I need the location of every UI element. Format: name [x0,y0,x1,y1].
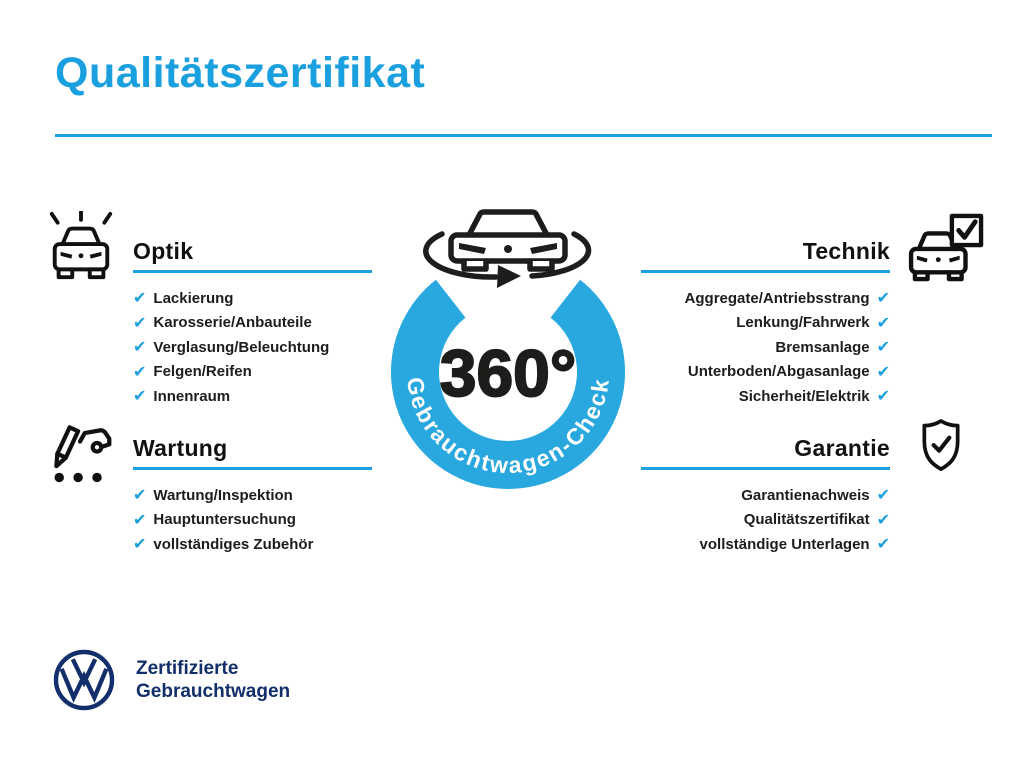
check-icon: ✔ [133,509,147,529]
checklist-item [620,508,890,533]
checklist [133,483,373,557]
section-divider [641,270,890,273]
checklist-item-label: Innenraum [153,387,231,405]
checklist-item-label: Lenkung/Fahrwerk [736,314,870,332]
checklist-item [620,286,890,311]
checklist-car-icon [46,414,114,488]
checklist-item-label: Hauptuntersuchung [153,511,296,529]
check-icon: ✔ [876,485,890,505]
checklist [620,286,890,409]
section-heading: Wartung [133,435,228,461]
section-optik [133,236,373,409]
section-technik [620,236,890,409]
checklist-item [133,384,373,409]
checklist-item [133,335,373,360]
check-icon: ✔ [876,361,890,381]
checklist-item-label: Felgen/Reifen [153,363,252,381]
checklist-item [133,286,373,311]
rotating-car-icon [426,212,589,288]
checklist-item [620,532,890,557]
section-garantie [620,433,890,557]
checklist-item-label: Aggregate/Antriebsstrang [684,289,870,307]
checklist-item-label: Bremsanlage [775,338,870,356]
section-divider [133,467,372,470]
check-icon: ✔ [876,386,890,406]
section-divider [641,467,890,470]
section-heading: Garantie [794,435,890,461]
degree-value: 360° [439,336,577,410]
checklist-item-label: Qualitätszertifikat [743,511,870,529]
check-icon: ✔ [133,534,147,554]
checklist-item [133,311,373,336]
page-title: Qualitätszertifikat [55,49,426,97]
shield-check-icon [916,418,966,474]
check-icon: ✔ [876,534,890,554]
checklist-item [133,532,373,557]
checklist-item [133,508,373,533]
check-icon: ✔ [876,288,890,308]
checklist-item [133,483,373,508]
checklist-item-label: Karosserie/Anbauteile [153,314,312,332]
section-heading: Technik [802,238,890,264]
section-heading: Optik [133,238,194,264]
vw-logo [52,648,116,717]
check-icon: ✔ [133,386,147,406]
checklist-item-label: Verglasung/Beleuchtung [153,338,330,356]
checklist-item [620,483,890,508]
360-check-emblem [358,188,658,503]
checklist [620,483,890,557]
checklist-item-label: Wartung/Inspektion [153,486,293,504]
check-icon: ✔ [876,337,890,357]
checklist-item-label: Sicherheit/Elektrik [738,387,870,405]
check-icon: ✔ [133,361,147,381]
car-checkbox-icon [908,212,988,282]
title-divider [55,134,992,137]
check-icon: ✔ [133,485,147,505]
checklist-item [133,360,373,385]
checklist-item [620,360,890,385]
checklist-item-label: vollständiges Zubehör [153,535,314,553]
check-icon: ✔ [133,337,147,357]
checklist-item [620,384,890,409]
checklist-item-label: vollständige Unterlagen [699,535,870,553]
check-icon: ✔ [133,312,147,332]
brand-line2: Gebrauchtwagen [136,681,291,702]
sparkling-car-icon [46,211,116,283]
checklist-item [620,335,890,360]
brand-line1: Zertifizierte [136,658,239,679]
section-wartung [133,433,373,557]
check-icon: ✔ [876,312,890,332]
section-divider [133,270,372,273]
checklist-item-label: Unterboden/Abgasanlage [687,363,870,381]
checklist [133,286,373,409]
check-icon: ✔ [133,288,147,308]
checklist-item-label: Lackierung [153,289,234,307]
check-icon: ✔ [876,509,890,529]
ring-label: Gebrauchtwagen-Check [401,375,614,479]
checklist-item-label: Garantienachweis [741,486,870,504]
checklist-item [620,311,890,336]
brand-text [136,657,290,703]
